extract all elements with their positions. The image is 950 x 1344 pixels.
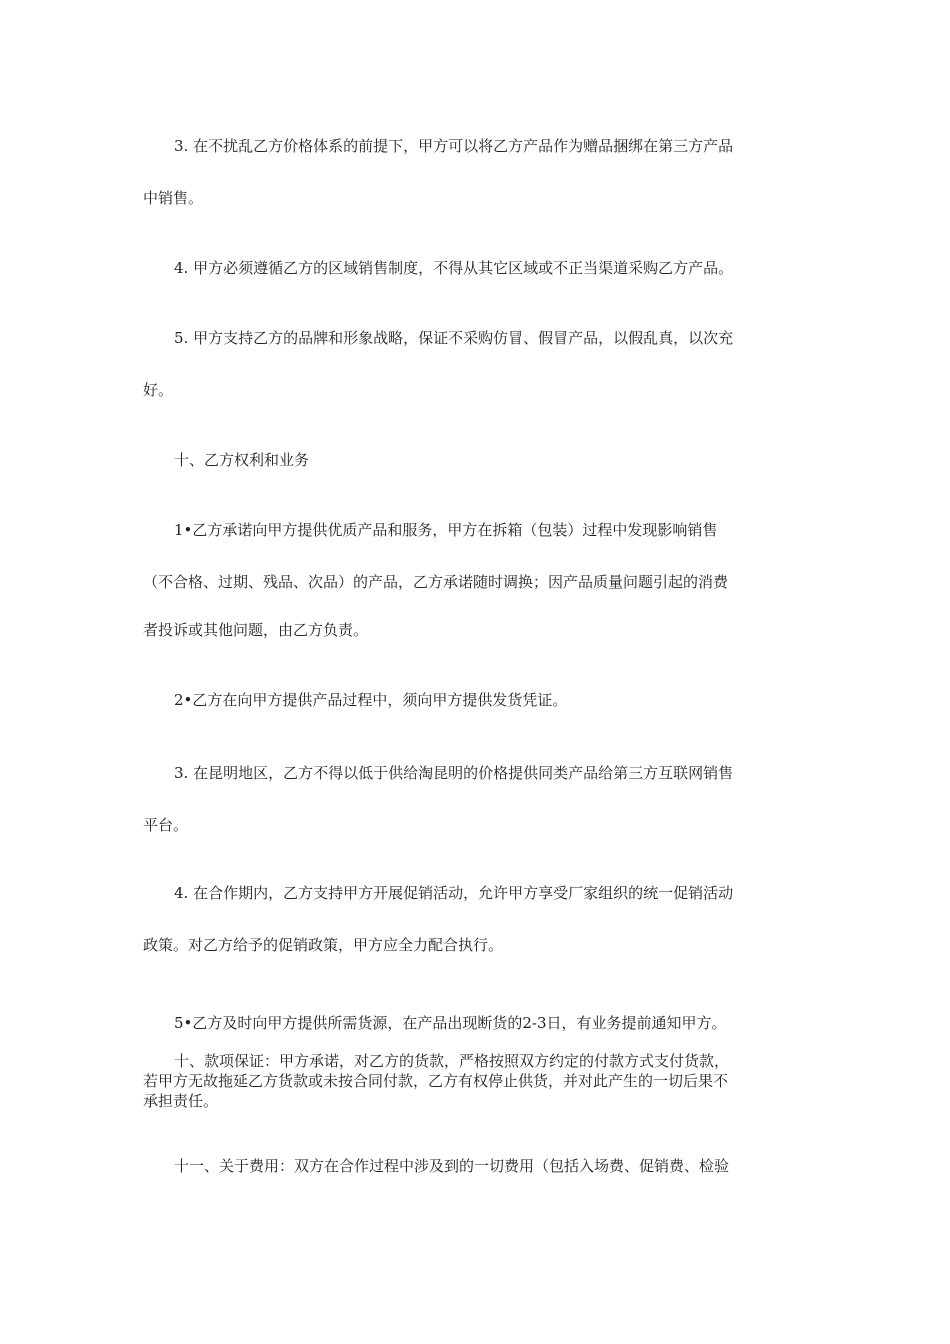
b-clause-3-line-1: 3. 在昆明地区，乙方不得以低于供给淘昆明的价格提供同类产品给第三方互联网销售 (174, 764, 734, 782)
b-clause-5-line-1: 5•乙方及时向甲方提供所需货源，在产品出现断货的2-3日，有业务提前通知甲方。 (174, 1014, 727, 1032)
section-heading-party-b-rights: 十、乙方权利和业务 (174, 451, 310, 469)
b-clause-1-line-2: （不合格、过期、残品、次品）的产品，乙方承诺随时调换；因产品质量问题引起的消费 (143, 573, 729, 591)
clause-4-line-1: 4. 甲方必须遵循乙方的区域销售制度，不得从其它区域或不正当渠道采购乙方产品。 (174, 259, 734, 277)
clause-3-line-1: 3. 在不扰乱乙方价格体系的前提下，甲方可以将乙方产品作为赠品捆绑在第三方产品 (174, 137, 734, 155)
b-clause-2-line-1: 2•乙方在向甲方提供产品过程中，须向甲方提供发货凭证。 (174, 691, 568, 709)
b-clause-4-line-1: 4. 在合作期内，乙方支持甲方开展促销活动，允许甲方享受厂家组织的统一促销活动 (174, 884, 734, 902)
fees-clause-line-1: 十一、关于费用：双方在合作过程中涉及到的一切费用（包括入场费、促销费、检验 (174, 1157, 730, 1175)
clause-5-line-1: 5. 甲方支持乙方的品牌和形象战略，保证不采购仿冒、假冒产品，以假乱真，以次充 (174, 329, 734, 347)
payment-guarantee-line-2: 若甲方无故拖延乙方货款或未按合同付款，乙方有权停止供货，并对此产生的一切后果不 (143, 1072, 729, 1090)
payment-guarantee-line-3: 承担责任。 (143, 1092, 219, 1110)
b-clause-1-line-1: 1•乙方承诺向甲方提供优质产品和服务，甲方在拆箱（包装）过程中发现影响销售 (174, 521, 718, 539)
payment-guarantee-line-1: 十、款项保证：甲方承诺，对乙方的货款，严格按照双方约定的付款方式支付货款， (174, 1052, 730, 1070)
b-clause-3-line-2: 平台。 (143, 816, 189, 834)
clause-5-line-2: 好。 (143, 381, 174, 399)
clause-3-line-2: 中销售。 (143, 189, 204, 207)
b-clause-4-line-2: 政策。对乙方给予的促销政策，甲方应全力配合执行。 (143, 936, 504, 954)
b-clause-1-line-3: 者投诉或其他问题，由乙方负责。 (143, 621, 369, 639)
